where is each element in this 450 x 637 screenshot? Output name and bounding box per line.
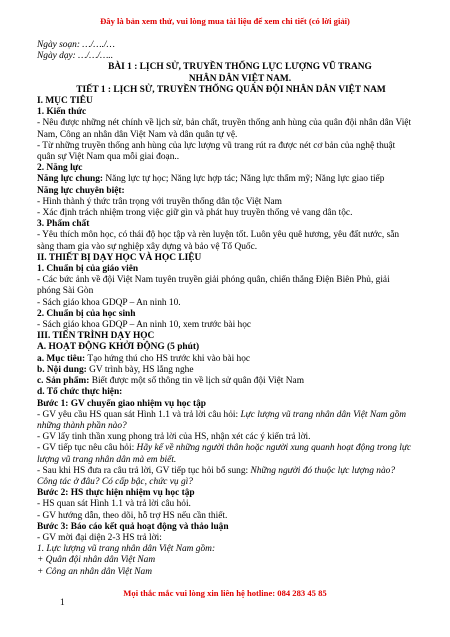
step-2-item-1: - HS quan sát Hình 1.1 và trả lời câu hỏi. bbox=[37, 499, 191, 510]
heading-knowledge: 1. Kiến thức bbox=[37, 107, 87, 118]
lesson-title-line-2: NHÂN DÂN VIỆT NAM. bbox=[188, 73, 292, 84]
knowledge-item-1: - Nêu được những nét chính về lịch sử, bản chất, truyền thống anh hùng của quân đội nhân dân Việt Nam, Công an nhân dân Việt Nam và dân quân tự vệ. bbox=[37, 118, 412, 140]
section-procedure: III. TIẾN TRÌNH DẠY HỌC bbox=[37, 331, 155, 342]
content-label: b. Nội dung: bbox=[37, 364, 87, 375]
step-1-task-4 bbox=[37, 466, 415, 488]
step-3-item-3: + Quân đội nhân dân Việt Nam bbox=[37, 555, 156, 566]
step-3-item-4: + Công an nhân dân Việt Nam bbox=[37, 566, 153, 577]
qualities-item-1: - Yêu thích môn học, có thái độ học tập và rèn luyện tốt. Luôn yêu quê hương, yêu đất nước, sẵn sàng tham gia vào sự nghiệp xây dựng và bảo vệ Tổ Quốc. bbox=[37, 230, 400, 252]
objective-text: Tạo hứng thú cho HS trước khi vào bài học bbox=[85, 353, 251, 364]
step-1-task-1-text: - GV yêu cầu HS quan sát Hình 1.1 và trả lời câu hỏi: bbox=[37, 409, 241, 420]
step-1-task-4-question: Những người đó thuộc lực lượng nào? Công tác ở đâu? Có cấp bậc, chức vụ gì? bbox=[37, 465, 396, 487]
step-1-heading: Bước 1: GV chuyển giao nhiệm vụ học tập bbox=[37, 398, 206, 409]
step-1-task-2: - GV lấy tinh thần xung phong trả lời của HS, nhận xét các ý kiến trả lời. bbox=[37, 432, 311, 443]
student-prep-item-1: - Sách giáo khoa GDQP – An ninh 10, xem trước bài học bbox=[37, 320, 252, 331]
product-line bbox=[37, 376, 415, 387]
competence-item-1: - Hình thành ý thức trân trọng với truyền thống dân tộc Việt Nam bbox=[37, 196, 282, 207]
step-1-task-1 bbox=[37, 410, 415, 432]
knowledge-item-2: - Từ những truyền thống anh hùng của lực lượng vũ trang rút ra được nét cơ bản của nghệ thuật quân sự Việt Nam qua mỗi giai đoạn.. bbox=[37, 140, 396, 163]
objective-label: a. Mục tiêu: bbox=[37, 353, 86, 364]
step-3-heading: Bước 3: Báo cáo kết quả hoạt động và thảo luận bbox=[37, 521, 229, 532]
content-line bbox=[37, 365, 415, 376]
step-3-item-1: - GV mời đại diện 2-3 HS trả lời: bbox=[37, 532, 162, 543]
date-taught: Ngày dạy: …/…/….. bbox=[37, 51, 114, 62]
step-2-heading: Bước 2: HS thực hiện nhiệm vụ học tập bbox=[37, 488, 195, 499]
specific-competence-label: Năng lực chuyên biệt: bbox=[37, 185, 125, 196]
competence-item-2: - Xác định trách nhiệm trong việc giữ gìn và phát huy truyền thống vẻ vang dân tộc. bbox=[37, 208, 353, 219]
page-number: 1 bbox=[60, 598, 65, 608]
period-title: TIẾT 1 : LỊCH SỬ, TRUYỀN THỐNG QUÂN ĐỘI NHÂN DÂN VIỆT NAM bbox=[76, 84, 386, 95]
product-text: Biết được một số thông tin về lịch sử quân đội Việt Nam bbox=[89, 376, 304, 387]
preview-notice: Đây là bản xem thử, vui lòng mua tài liệu để xem chi tiết (có lời giải) bbox=[100, 16, 350, 26]
step-1-task-3 bbox=[37, 443, 415, 465]
heading-qualities: 3. Phẩm chất bbox=[37, 219, 90, 230]
objective-line bbox=[37, 354, 415, 365]
step-1-task-3-question: Hãy kể về những người thân hoặc người xung quanh hoạt động trong lực lượng vũ trang nhân dân mà em biết. bbox=[37, 443, 412, 465]
hotline-notice: Mọi thắc mắc vui lòng xin liên hệ hotline: 084 283 45 85 bbox=[123, 588, 327, 598]
section-objectives: I. MỤC TIÊU bbox=[37, 96, 93, 107]
step-1-task-4-text: - Sau khi HS đưa ra câu trả lời, GV tiếp tục hỏi bổ sung: bbox=[37, 465, 251, 476]
step-1-task-3-text: - GV tiếp tục nêu câu hỏi: bbox=[37, 443, 137, 454]
organization-label: d. Tổ chức thực hiện: bbox=[37, 387, 123, 398]
teacher-prep-item-2: - Sách giáo khoa GDQP – An ninh 10. bbox=[37, 297, 181, 308]
step-1-task-1-question: Lực lượng vũ trang nhân dân Việt Nam gồm những thành phần nào? bbox=[37, 409, 407, 431]
heading-teacher-prep: 1. Chuẩn bị của giáo viên bbox=[37, 264, 139, 275]
product-label: c. Sản phẩm: bbox=[37, 376, 90, 387]
document-body bbox=[37, 40, 415, 578]
general-competence-label: Năng lực chung: bbox=[37, 174, 104, 185]
lesson-title-line-1: BÀI 1 : LỊCH SỬ, TRUYỀN THỐNG LỰC LƯỢNG VŨ TRANG bbox=[108, 62, 372, 73]
heading-student-prep: 2. Chuẩn bị của học sinh bbox=[37, 308, 136, 319]
step-3-item-2: 1. Lực lượng vũ trang nhân dân Việt Nam gồm: bbox=[37, 544, 216, 555]
step-2-item-2: - GV hướng dẫn, theo dõi, hỗ trợ HS nếu cần thiết. bbox=[37, 510, 228, 521]
date-prepared: Ngày soạn: …/…./… bbox=[37, 40, 115, 50]
general-competence-text: Năng lực tự học; Năng lực hợp tác; Năng lực thẩm mỹ; Năng lực giao tiếp bbox=[103, 174, 385, 185]
section-equipment: II. THIẾT BỊ DẠY HỌC VÀ HỌC LIỆU bbox=[37, 252, 202, 263]
activity-a-heading: A. HOẠT ĐỘNG KHỞI ĐỘNG (5 phút) bbox=[37, 342, 200, 353]
content-text: GV trình bày, HS lắng nghe bbox=[86, 364, 194, 375]
heading-competence: 2. Năng lực bbox=[37, 163, 83, 174]
general-competence bbox=[37, 174, 415, 185]
teacher-prep-item-1: - Các bức ảnh về đội Việt Nam tuyên truyền giải phóng quân, chiến thắng Điện Biên Phủ, giải phóng Sài Gòn bbox=[37, 275, 390, 297]
